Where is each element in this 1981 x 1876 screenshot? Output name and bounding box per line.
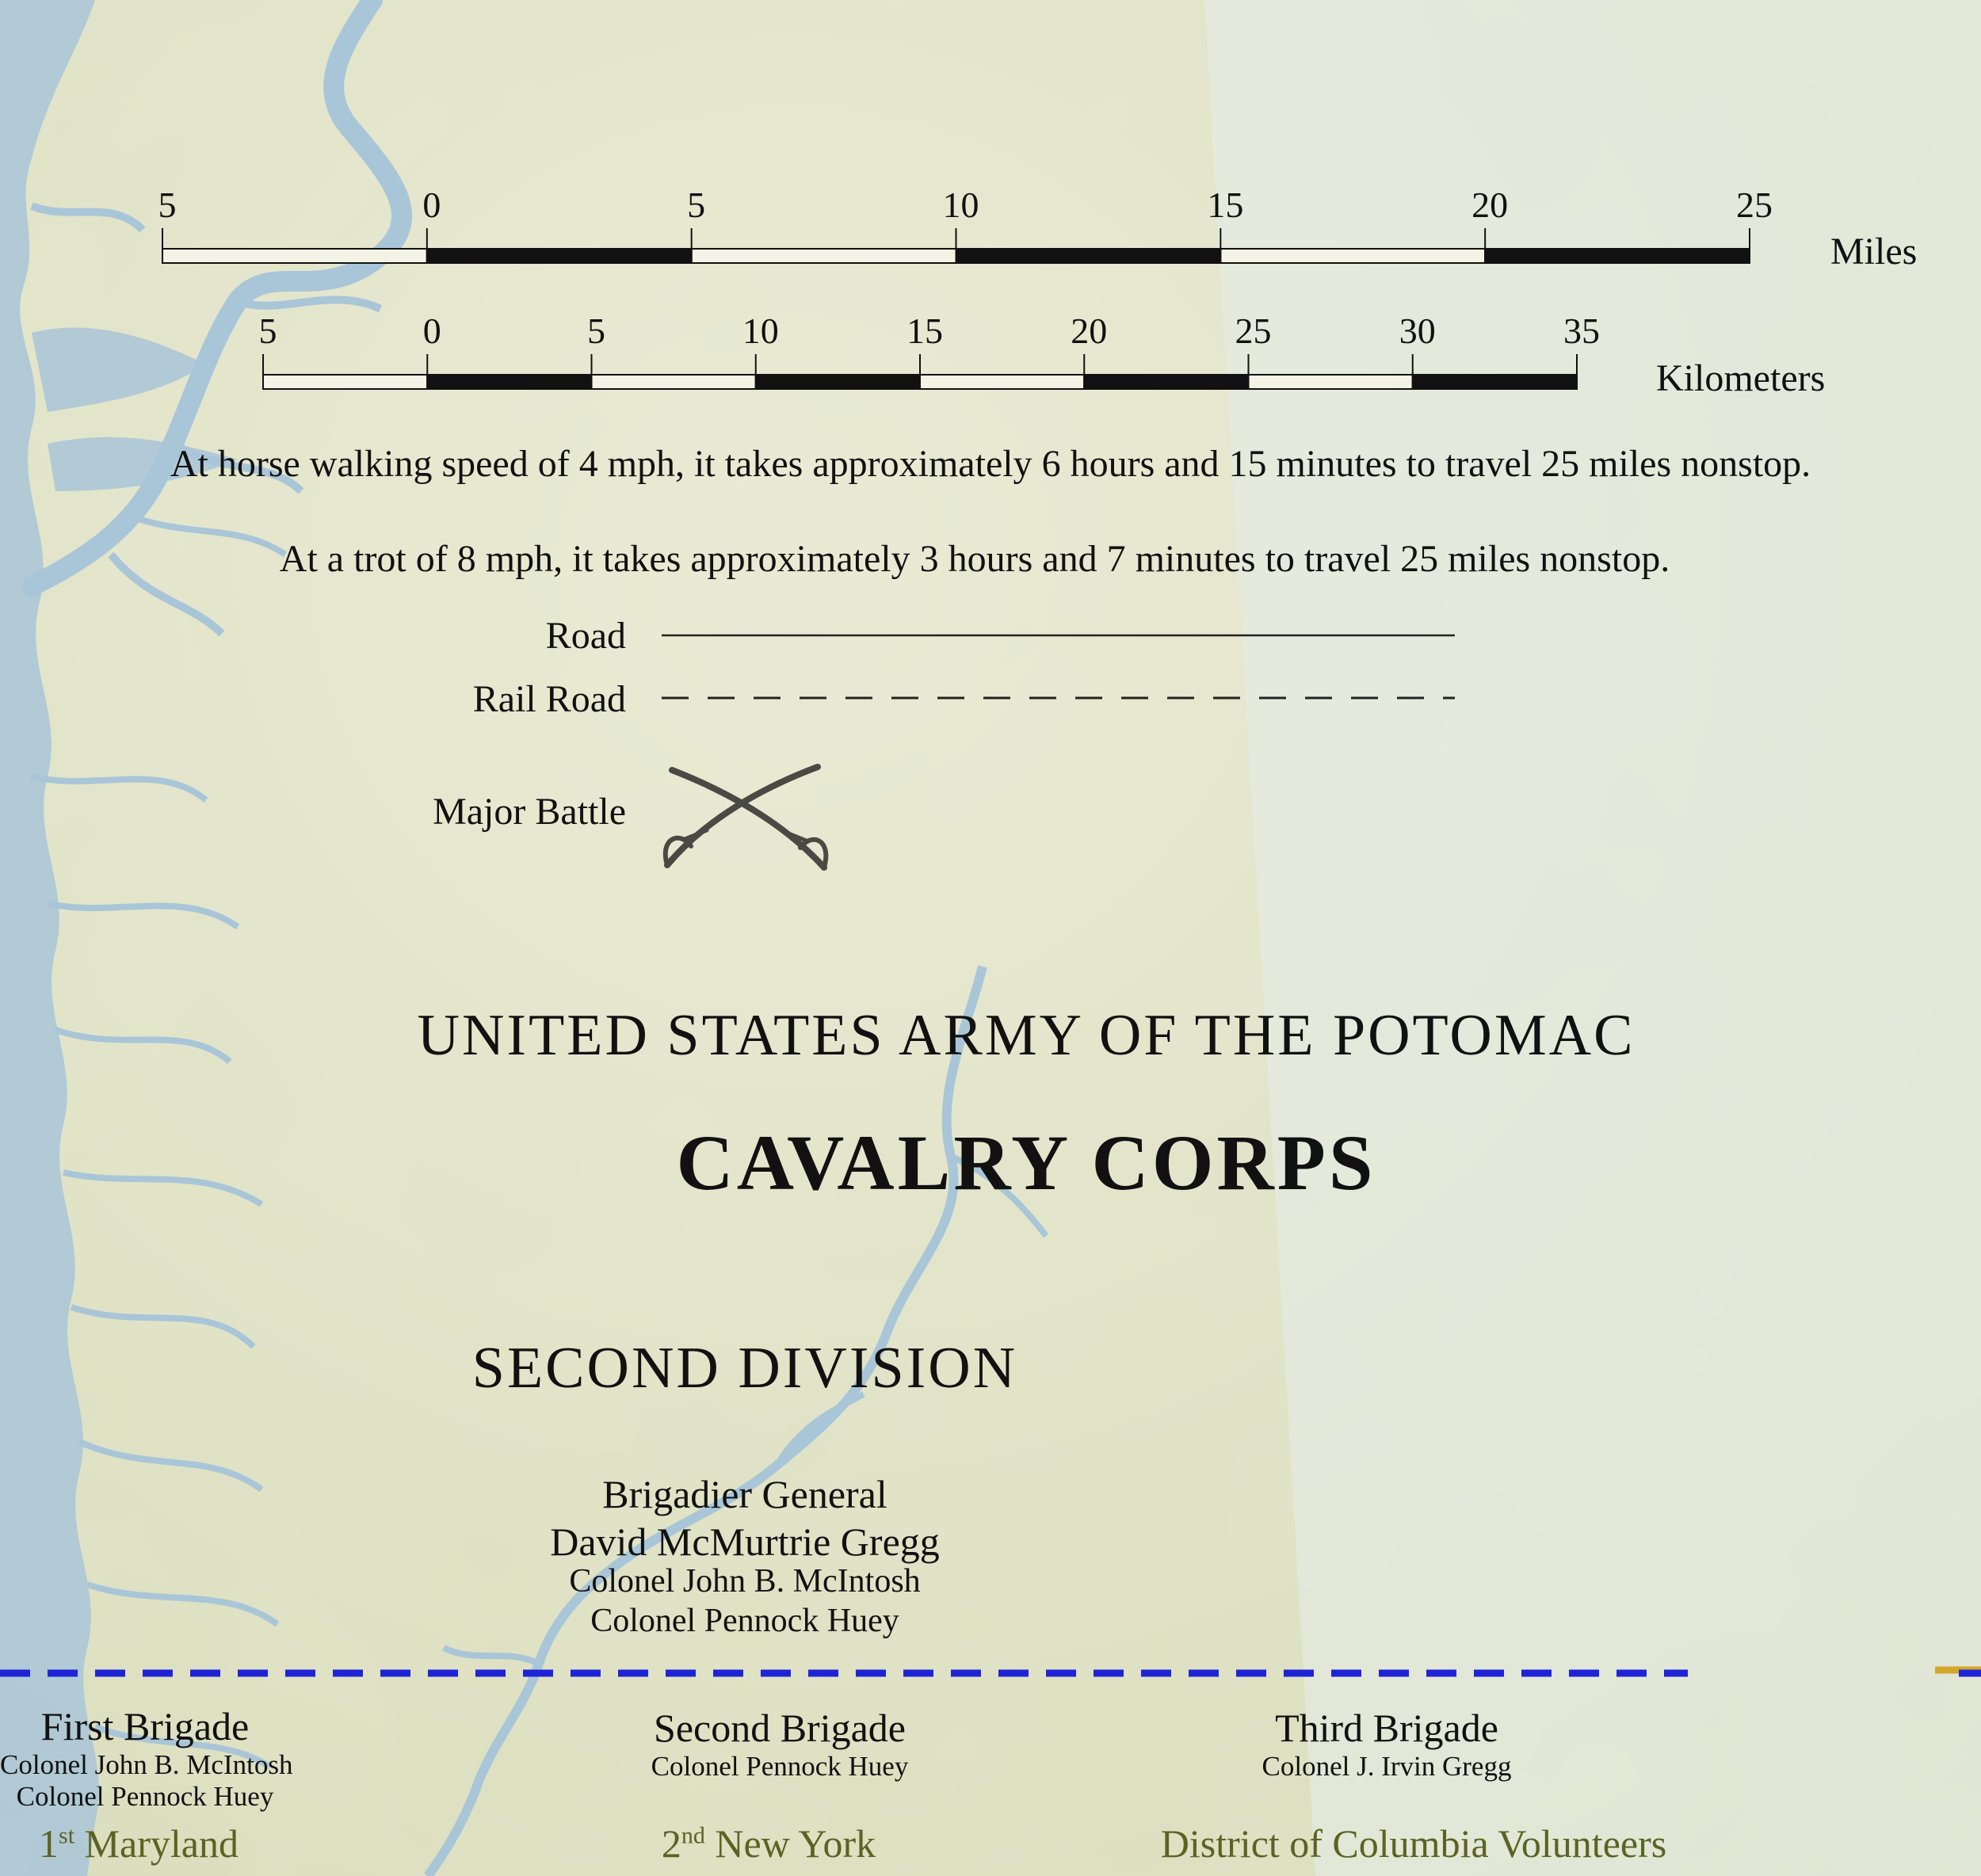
brigade-name: Third Brigade — [1275, 1706, 1498, 1750]
kilometers-unit-label: Kilometers — [1656, 357, 1826, 399]
legend-major-battle-label: Major Battle — [433, 791, 626, 833]
kilometers-scale-tick-label: 5 — [587, 311, 605, 351]
kilometers-scale-tick-label: 25 — [1235, 311, 1272, 351]
brigade-commander: Colonel J. Irvin Gregg — [1262, 1751, 1512, 1782]
regiment-second-brigade: 2nd New York — [661, 1821, 876, 1866]
kilometers-scale-tick-label: 0 — [422, 311, 441, 351]
brigade-name: First Brigade — [40, 1704, 250, 1748]
miles-scale-tick-label: 0 — [422, 185, 441, 225]
trot-speed-note: At a trot of 8 mph, it takes approximately 3 hours and 7 minutes to travel 25 miles nonstop. — [279, 538, 1670, 580]
kilometers-scale-tick-label: 35 — [1563, 311, 1600, 351]
miles-scale-tick-label: 10 — [942, 185, 979, 225]
division-heading: SECOND DIVISION — [471, 1336, 1018, 1401]
legend-railroad-label: Rail Road — [472, 678, 626, 720]
army-heading: UNITED STATES ARMY OF THE POTOMAC — [417, 1003, 1636, 1068]
brigade-third — [1228, 1705, 1545, 1783]
walking-speed-note: At horse walking speed of 4 mph, it takes approximately 6 hours and 15 minutes to travel 25 miles nonstop. — [170, 443, 1811, 485]
miles-scale-tick-label: 25 — [1736, 185, 1773, 225]
miles-unit-label: Miles — [1830, 231, 1918, 273]
miles-scale-tick-label: 5 — [687, 185, 706, 225]
miles-scale-tick-label: 15 — [1207, 185, 1244, 225]
kilometers-scale-tick-label: 10 — [742, 311, 779, 351]
kilometers-scale-tick-label: 20 — [1071, 311, 1108, 351]
kilometers-scale-tick-label: 5 — [258, 311, 277, 351]
crossed-sabers-icon — [666, 767, 826, 867]
brigade-name: Second Brigade — [654, 1706, 906, 1750]
legend-road-label: Road — [545, 615, 626, 657]
kilometers-scale-tick-label: 15 — [907, 311, 943, 351]
miles-scale-tick-label: 20 — [1471, 185, 1509, 225]
corps-heading: CAVALRY CORPS — [676, 1119, 1376, 1207]
regiment-third-brigade: District of Columbia Volunteers — [1160, 1821, 1667, 1866]
brigade-second — [621, 1705, 938, 1783]
brigade-commander: Colonel John B. McIntosh — [0, 1749, 293, 1780]
brigade-commander: Colonel Pennock Huey — [16, 1781, 274, 1812]
division-commander-other-2: Colonel Pennock Huey — [590, 1603, 899, 1639]
miles-scale-tick-label: 5 — [158, 185, 177, 225]
kilometers-scale-tick-label: 30 — [1399, 311, 1436, 351]
brigade-first — [0, 1703, 293, 1813]
division-commander-other-1: Colonel John B. McIntosh — [569, 1563, 921, 1600]
regiment-first-brigade: 1st Maryland — [39, 1821, 239, 1866]
division-commander-name: David McMurtrie Gregg — [550, 1519, 940, 1564]
brigade-commander: Colonel Pennock Huey — [651, 1751, 909, 1782]
division-commander-rank: Brigadier General — [602, 1472, 887, 1516]
